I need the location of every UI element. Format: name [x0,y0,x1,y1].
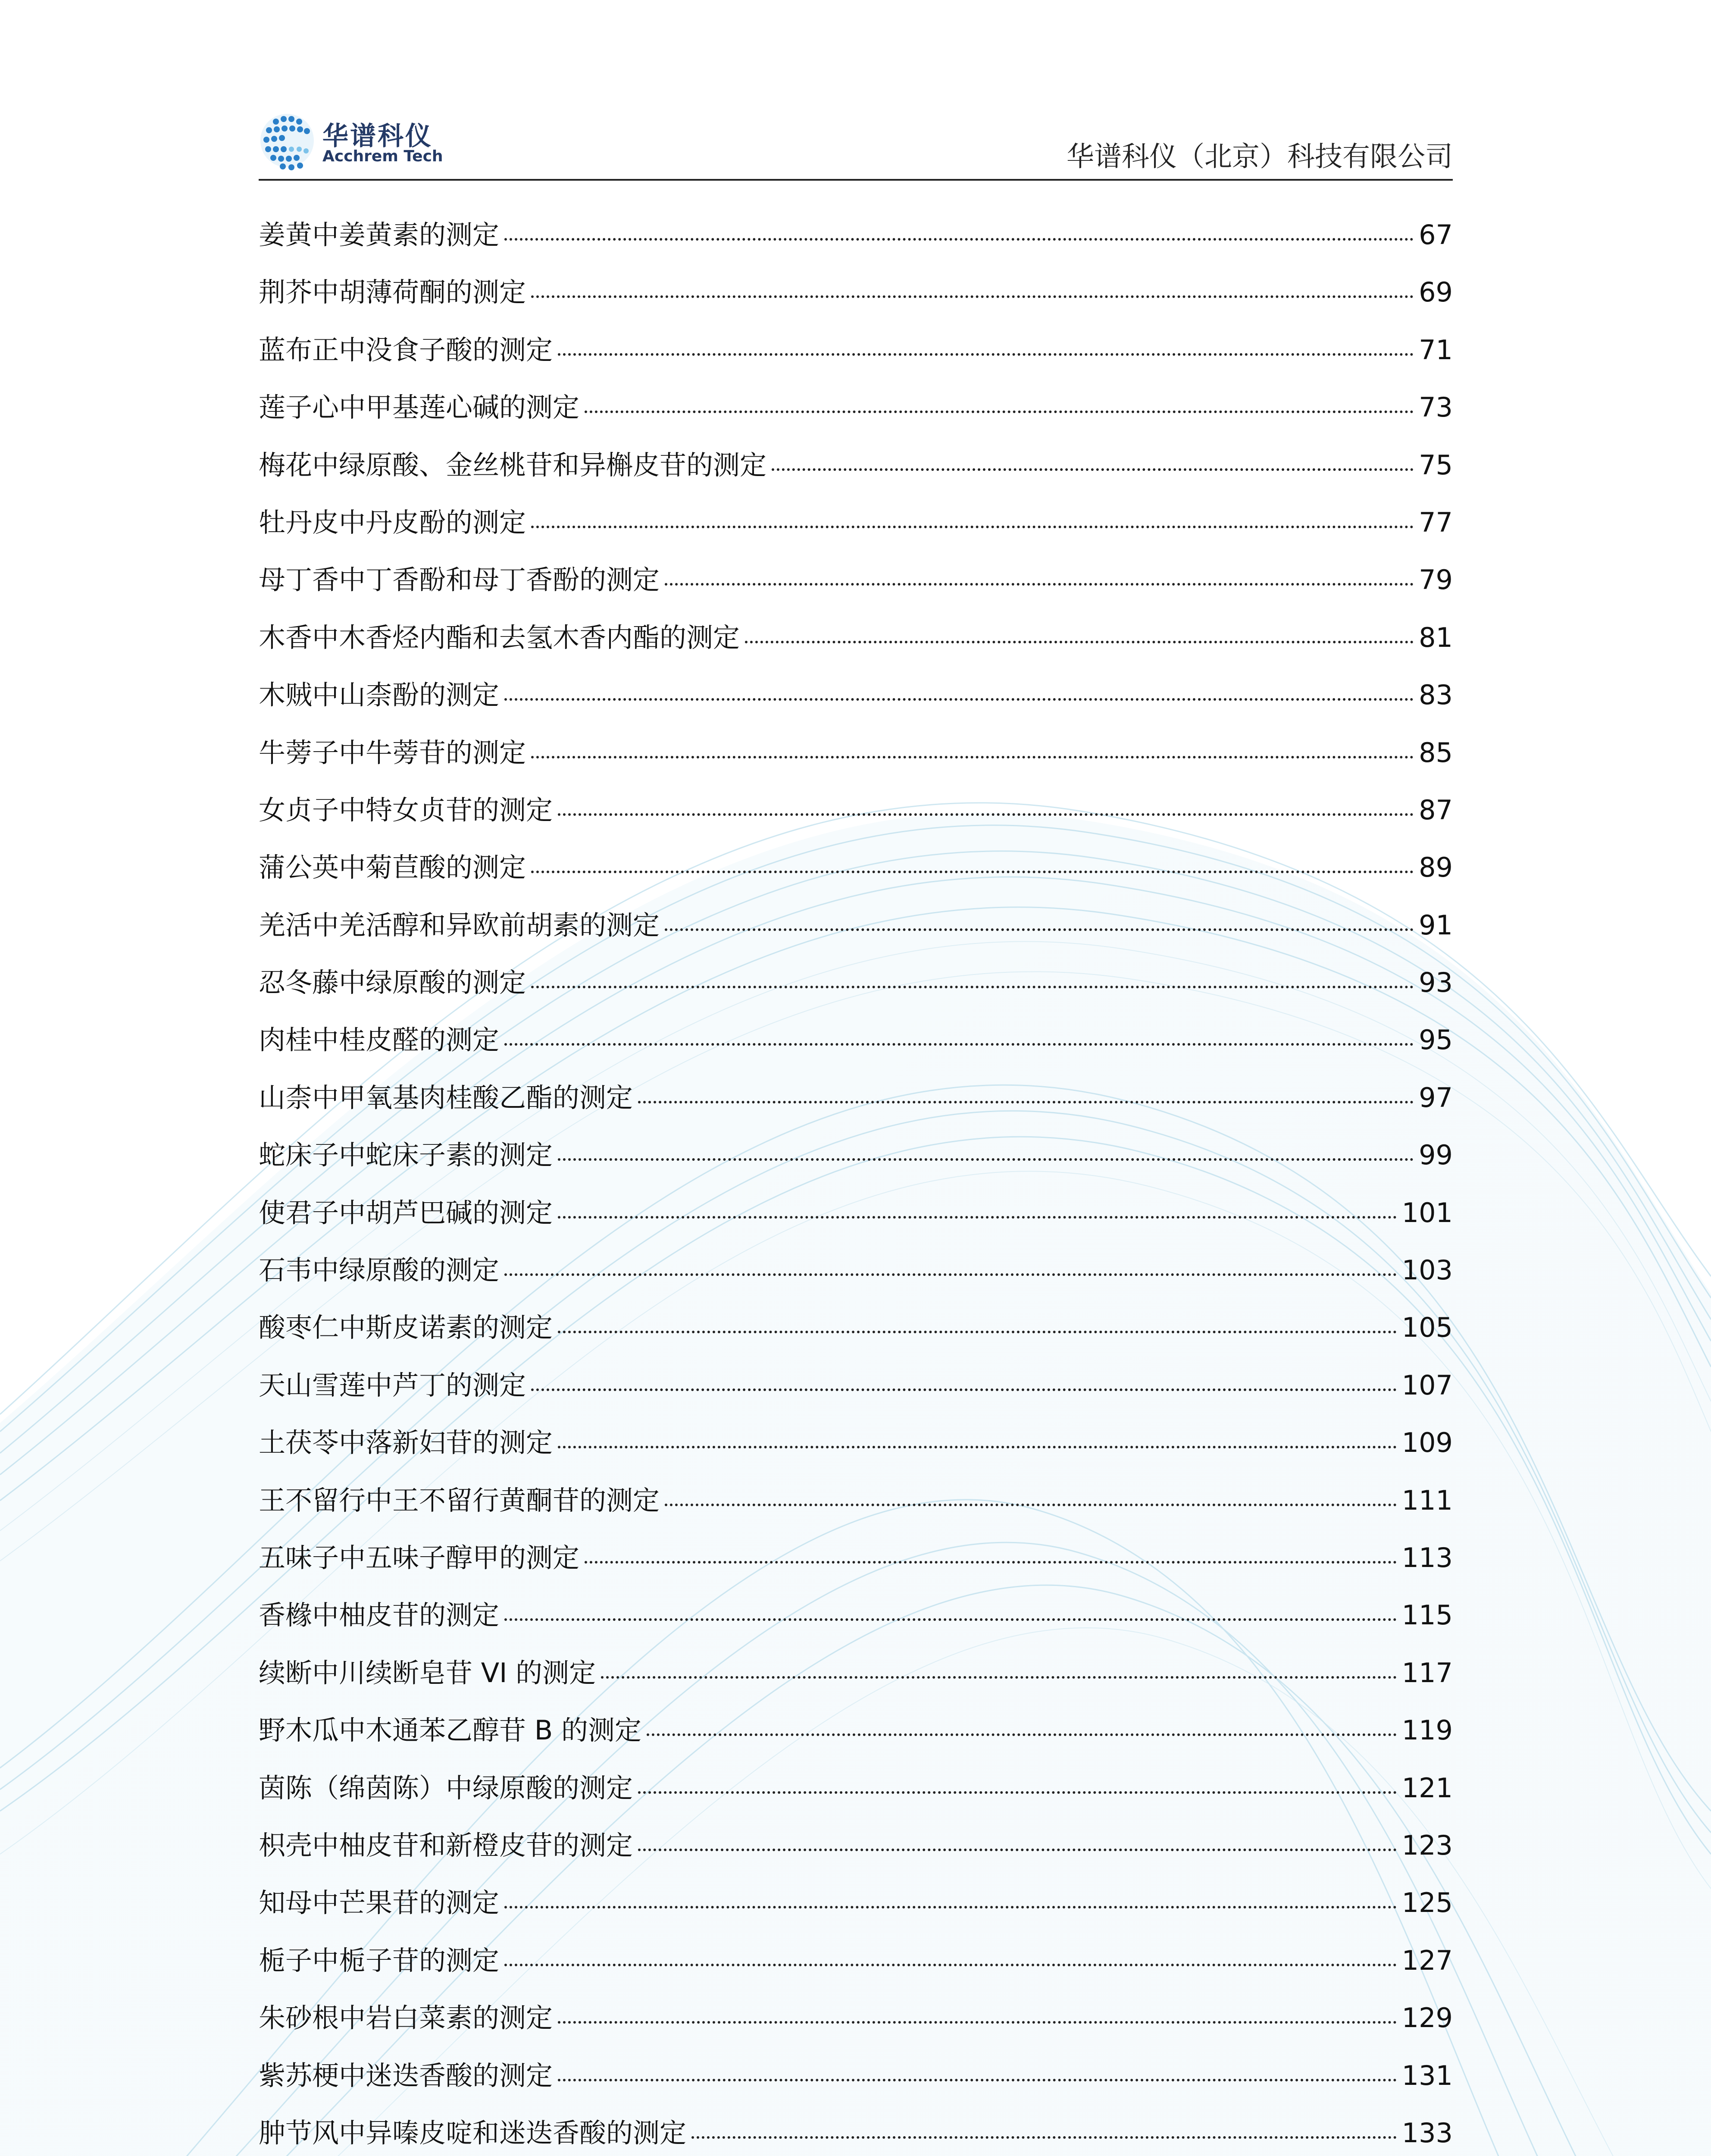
toc-dot-leader [558,2079,1397,2081]
toc-entry[interactable] [259,1249,1453,1306]
toc-entry[interactable] [259,2054,1453,2112]
toc-dot-leader [638,1101,1414,1103]
toc-entry-title: 天山雪莲中芦丁的测定 [259,1369,526,1401]
toc-dot-leader [531,1388,1397,1391]
toc-entry[interactable] [259,1594,1453,1651]
toc-entry-title: 牡丹皮中丹皮酚的测定 [259,506,526,538]
toc-entry[interactable] [259,1881,1453,1939]
toc-entry-title: 香橼中柚皮苷的测定 [259,1599,500,1631]
toc-entry-title: 朱砂根中岩白菜素的测定 [259,2002,553,2034]
toc-dot-leader [691,2136,1397,2139]
toc-entry[interactable] [259,731,1453,789]
toc-dot-leader [665,928,1414,931]
toc-entry[interactable] [259,674,1453,731]
toc-entry[interactable] [259,444,1453,501]
toc-entry[interactable] [259,1479,1453,1536]
toc-dot-leader [531,756,1414,758]
toc-entry-page-number: 125 [1401,1887,1453,1919]
toc-entry[interactable] [259,1824,1453,1881]
toc-entry[interactable] [259,1536,1453,1594]
toc-entry[interactable] [259,386,1453,443]
toc-entry[interactable] [259,616,1453,674]
toc-entry-page-number: 113 [1401,1542,1453,1573]
toc-dot-leader [585,411,1414,413]
toc-dot-leader [601,1676,1397,1679]
toc-entry-page-number: 101 [1401,1197,1453,1228]
toc-dot-leader [558,1158,1414,1161]
toc-entry-title: 羌活中羌活醇和异欧前胡素的测定 [259,909,660,941]
company-logo [259,108,443,172]
toc-dot-leader [558,813,1414,816]
toc-entry-title: 山柰中甲氧基肉桂酸乙酯的测定 [259,1081,633,1113]
toc-entry-title: 五味子中五味子醇甲的测定 [259,1542,580,1573]
toc-entry-title: 肉桂中桂皮醛的测定 [259,1024,500,1056]
toc-entry-title: 梅花中绿原酸、金丝桃苷和异槲皮苷的测定 [259,449,767,481]
toc-dot-leader [531,871,1414,873]
toc-entry-title: 续断中川续断皂苷 VI 的测定 [259,1657,596,1689]
toc-entry-page-number: 75 [1419,449,1453,481]
toc-entry-title: 莲子心中甲基莲心碱的测定 [259,392,580,423]
toc-dot-leader [504,1906,1397,1908]
toc-entry-page-number: 81 [1419,621,1453,653]
toc-entry-page-number: 99 [1419,1139,1453,1171]
toc-dot-leader [531,986,1414,988]
toc-dot-leader [638,1849,1397,1851]
toc-entry[interactable] [259,1076,1453,1134]
toc-dot-leader [504,698,1414,701]
toc-dot-leader [504,238,1414,241]
toc-entry[interactable] [259,1767,1453,1824]
toc-dot-leader [638,1791,1397,1794]
company-name: 华谱科仪（北京）科技有限公司 [1067,141,1453,173]
toc-entry-page-number: 91 [1419,909,1453,941]
toc-entry[interactable] [259,1364,1453,1421]
toc-dot-leader [558,1446,1397,1448]
toc-entry-page-number: 103 [1401,1254,1453,1286]
toc-entry-page-number: 93 [1419,967,1453,999]
toc-entry[interactable] [259,1939,1453,1996]
toc-entry-title: 蒲公英中菊苣酸的测定 [259,852,526,884]
toc-entry-title: 肿节风中异嗪皮啶和迷迭香酸的测定 [259,2117,687,2149]
toc-entry-title: 木香中木香烃内酯和去氢木香内酯的测定 [259,621,740,653]
toc-entry-title: 紫苏梗中迷迭香酸的测定 [259,2059,553,2091]
logo-text-en: Acchrem Tech [322,147,443,165]
toc-dot-leader [531,526,1414,528]
toc-dot-leader [558,1216,1397,1219]
toc-entry-page-number: 107 [1401,1369,1453,1401]
toc-dot-leader [558,353,1414,356]
toc-entry[interactable] [259,789,1453,846]
toc-entry-title: 忍冬藤中绿原酸的测定 [259,967,526,999]
toc-dot-leader [504,1043,1414,1046]
toc-entry-title: 王不留行中王不留行黄酮苷的测定 [259,1484,660,1516]
toc-entry-page-number: 77 [1419,506,1453,538]
toc-dot-leader [745,641,1414,643]
toc-entry-page-number: 131 [1401,2059,1453,2091]
toc-entry[interactable] [259,1018,1453,1076]
toc-entry-page-number: 115 [1401,1599,1453,1631]
toc-entry[interactable] [259,558,1453,616]
toc-entry-page-number: 95 [1419,1024,1453,1056]
toc-entry[interactable] [259,904,1453,961]
toc-entry[interactable] [259,961,1453,1018]
toc-entry-page-number: 127 [1401,1944,1453,1976]
toc-entry-page-number: 105 [1401,1312,1453,1344]
toc-dot-leader [665,1504,1397,1506]
toc-entry-page-number: 123 [1401,1829,1453,1861]
toc-entry[interactable] [259,1709,1453,1766]
toc-entry-title: 女贞子中特女贞苷的测定 [259,794,553,826]
toc-dot-leader [772,468,1414,471]
toc-entry[interactable] [259,501,1453,558]
toc-dot-leader [558,2021,1397,2024]
toc-entry-title: 母丁香中丁香酚和母丁香酚的测定 [259,564,660,596]
toc-entry-page-number: 111 [1401,1484,1453,1516]
page-header [259,108,1453,181]
toc-entry-title: 蛇床子中蛇床子素的测定 [259,1139,553,1171]
toc-entry[interactable] [259,271,1453,328]
toc-entry-page-number: 97 [1419,1081,1453,1113]
logo-text-cn: 华谱科仪 [322,121,433,151]
toc-dot-leader [558,1331,1397,1333]
toc-entry-title: 荆芥中胡薄荷酮的测定 [259,276,526,308]
toc-entry-page-number: 121 [1401,1772,1453,1804]
toc-entry-page-number: 89 [1419,852,1453,884]
toc-dot-leader [647,1733,1397,1736]
toc-entry-page-number: 85 [1419,736,1453,768]
toc-entry-page-number: 119 [1401,1714,1453,1746]
toc-entry-title: 野木瓜中木通苯乙醇苷 B 的测定 [259,1714,641,1746]
toc-entry-page-number: 69 [1419,276,1453,308]
toc-dot-leader [504,1273,1397,1276]
toc-entry-page-number: 129 [1401,2002,1453,2034]
toc-entry-title: 姜黄中姜黄素的测定 [259,219,500,251]
globe-logo-icon [259,108,319,172]
toc-entry-page-number: 87 [1419,794,1453,826]
toc-entry[interactable] [259,1651,1453,1709]
toc-entry[interactable] [259,1421,1453,1479]
toc-dot-leader [504,1618,1397,1621]
toc-entry-title: 木贼中山柰酚的测定 [259,679,500,711]
toc-entry[interactable] [259,1306,1453,1363]
toc-entry-title: 蓝布正中没食子酸的测定 [259,334,553,366]
toc-entry-page-number: 79 [1419,564,1453,596]
toc-entry[interactable] [259,1134,1453,1191]
toc-entry-title: 土茯苓中落新妇苷的测定 [259,1427,553,1459]
toc-entry-page-number: 67 [1419,219,1453,251]
toc-entry-title: 知母中芒果苷的测定 [259,1887,500,1919]
toc-entry-title: 牛蒡子中牛蒡苷的测定 [259,736,526,768]
toc-dot-leader [504,1964,1397,1966]
toc-entry-title: 石韦中绿原酸的测定 [259,1254,500,1286]
toc-entry[interactable] [259,1191,1453,1249]
toc-entry-page-number: 109 [1401,1427,1453,1459]
toc-entry-page-number: 83 [1419,679,1453,711]
table-of-contents [259,213,1453,2156]
toc-entry-title: 栀子中栀子苷的测定 [259,1944,500,1976]
toc-entry-title: 酸枣仁中斯皮诺素的测定 [259,1312,553,1344]
toc-dot-leader [665,583,1414,586]
toc-dot-leader [585,1561,1397,1564]
toc-entry[interactable] [259,213,1453,271]
toc-dot-leader [531,295,1414,298]
toc-entry[interactable] [259,1996,1453,2054]
toc-entry-page-number: 73 [1419,392,1453,423]
toc-entry-page-number: 71 [1419,334,1453,366]
toc-entry-title: 茵陈（绵茵陈）中绿原酸的测定 [259,1772,633,1804]
toc-entry-title: 使君子中胡芦巴碱的测定 [259,1197,553,1228]
toc-entry-page-number: 117 [1401,1657,1453,1689]
toc-entry[interactable] [259,2112,1453,2156]
toc-entry[interactable] [259,846,1453,903]
toc-entry[interactable] [259,329,1453,386]
toc-entry-page-number: 133 [1401,2117,1453,2149]
toc-entry-title: 枳壳中柚皮苷和新橙皮苷的测定 [259,1829,633,1861]
